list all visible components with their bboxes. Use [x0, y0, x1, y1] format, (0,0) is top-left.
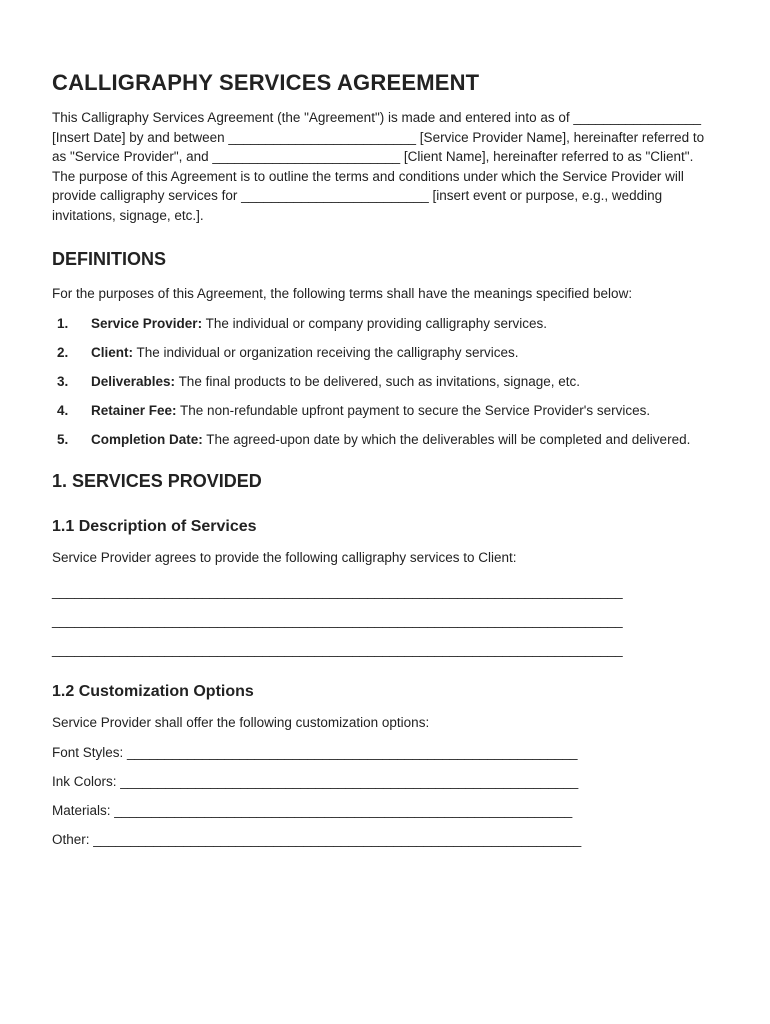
- list-number: 2.: [57, 344, 69, 360]
- field-blank[interactable]: _____________________________________________________________: [114, 802, 573, 818]
- definition-term: Client:: [91, 344, 133, 360]
- materials-field: [52, 801, 718, 821]
- intro-paragraph: This Calligraphy Services Agreement (the "Agreement") is made and entered into as of _________________ [Insert Date] by and between _________________________ [Service Provider Name], hereinafter referred to as "Service Provider", and _________________________ [Client Name], hereinafter referred to as "Client". The purpose of this Agreement is to outline the terms and conditions under which the Service Provider will provide calligraphy services for _________________________ [insert event or purpose, e.g., wedding invitations, signage, etc.].: [52, 110, 705, 223]
- font-styles-field: [52, 743, 718, 763]
- field-blank[interactable]: _________________________________________________________________: [93, 831, 582, 847]
- field-label: Ink Colors:: [52, 773, 117, 789]
- definition-text: The final products to be delivered, such as invitations, signage, etc.: [178, 373, 581, 389]
- list-number: 3.: [57, 373, 69, 389]
- definition-item: [52, 401, 718, 421]
- other-field: [52, 830, 718, 850]
- definitions-heading: DEFINITIONS: [52, 249, 167, 269]
- list-number: 5.: [57, 431, 69, 447]
- definition-term: Retainer Fee:: [91, 402, 177, 418]
- document-title: CALLIGRAPHY SERVICES AGREEMENT: [52, 70, 480, 95]
- section-1-1-intro: Service Provider agrees to provide the following calligraphy services to Client:: [52, 550, 517, 565]
- field-blank[interactable]: _____________________________________________________________: [120, 773, 579, 789]
- ink-colors-field: [52, 772, 718, 792]
- field-label: Font Styles:: [52, 744, 124, 760]
- section-1-2-heading: 1.2 Customization Options: [52, 683, 254, 700]
- section-1-2-intro: Service Provider shall offer the following customization options:: [52, 715, 430, 730]
- definition-text: The individual or organization receiving the calligraphy services.: [136, 344, 519, 360]
- blank-fill-line[interactable]: ____________________________________________________________________________: [52, 583, 623, 599]
- definitions-list: [52, 314, 718, 450]
- section-1-1-heading: 1.1 Description of Services: [52, 518, 257, 535]
- services-blank-lines: [52, 582, 718, 660]
- definition-item: [52, 430, 718, 450]
- definition-term: Completion Date:: [91, 431, 203, 447]
- definition-item: [52, 314, 718, 334]
- field-blank[interactable]: ____________________________________________________________: [127, 744, 578, 760]
- list-number: 4.: [57, 402, 69, 418]
- field-label: Other:: [52, 831, 90, 847]
- definition-term: Service Provider:: [91, 315, 203, 331]
- definition-text: The agreed-upon date by which the deliverables will be completed and delivered.: [206, 431, 691, 447]
- definition-item: [52, 343, 718, 363]
- section-1-heading: 1. SERVICES PROVIDED: [52, 471, 262, 491]
- blank-fill-line[interactable]: ____________________________________________________________________________: [52, 641, 623, 657]
- blank-fill-line[interactable]: ____________________________________________________________________________: [52, 612, 623, 628]
- definitions-intro: For the purposes of this Agreement, the following terms shall have the meanings specified below:: [52, 286, 633, 301]
- list-number: 1.: [57, 315, 69, 331]
- field-label: Materials:: [52, 802, 111, 818]
- definition-item: [52, 372, 718, 392]
- definition-text: The individual or company providing calligraphy services.: [205, 315, 547, 331]
- definition-term: Deliverables:: [91, 373, 176, 389]
- definition-text: The non-refundable upfront payment to secure the Service Provider's services.: [180, 402, 651, 418]
